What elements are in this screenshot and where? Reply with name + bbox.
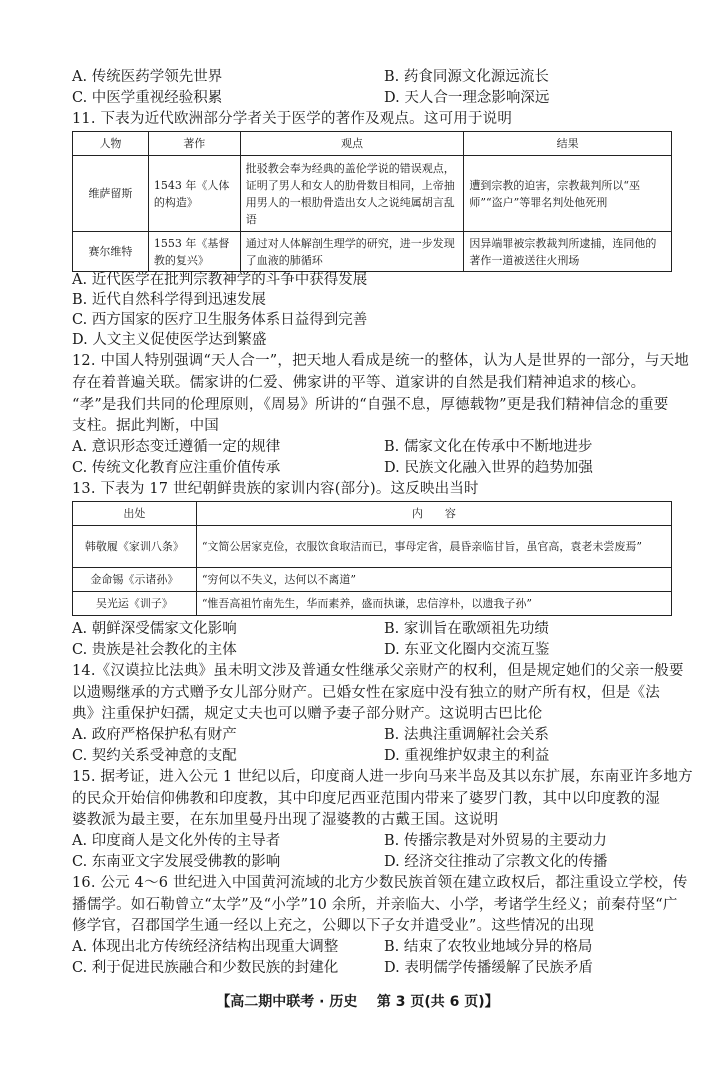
q14-option-d[interactable]: D. 重视维护奴隶主的利益 <box>384 748 550 764</box>
q10-option-d[interactable]: D. 天人合一理念影响深远 <box>384 90 550 106</box>
q13-cell-content: “惟吾高祖竹南先生，华而素养，盛而执谦，忠信淳朴，以遗我子孙” <box>196 592 671 616</box>
q15-line: 的民众开始信仰佛教和印度教，其中印度尼西亚范围内带来了婆罗门教，其中以印度教的湿 <box>72 791 660 807</box>
q13-stem: 13. 下表为 17 世纪朝鲜贵族的家训内容(部分)。这反映出当时 <box>72 481 479 497</box>
q13-cell-content: “穷何以不失义，达何以不离道” <box>196 568 671 592</box>
q13-cell-content: “文简公居家克俭，衣服饮食取洁而已，事母定省，晨昏亲临甘旨，虽官高，袁老未尝废焉” <box>196 526 671 568</box>
q11-header-person: 人物 <box>73 132 149 156</box>
q13-option-b[interactable]: B. 家训旨在歌颂祖先功绩 <box>384 621 549 637</box>
q12-line: 存在着普遍关联。儒家讲的仁爱、佛家讲的平等、道家讲的自然是我们精神追求的核心。 <box>72 375 646 391</box>
q12-option-c[interactable]: C. 传统文化教育应注重价值传承 <box>72 460 281 476</box>
q13-cell-source: 金命锡《示诸孙》 <box>73 568 197 592</box>
q11-cell-view: 通过对人体解剖生理学的研究，进一步发现了血液的肺循环 <box>240 232 464 272</box>
q11-option-a[interactable]: A. 近代医学在批判宗教神学的斗争中获得发展 <box>72 272 368 288</box>
q13-option-c[interactable]: C. 贵族是社会教化的主体 <box>72 642 237 658</box>
q10-option-a[interactable]: A. 传统医药学领先世界 <box>72 69 223 85</box>
q11-option-d[interactable]: D. 人文主义促使医学达到繁盛 <box>72 332 267 348</box>
q10-option-b[interactable]: B. 药食同源文化源远流长 <box>384 69 549 85</box>
q12-option-a[interactable]: A. 意识形态变迁遵循一定的规律 <box>72 439 281 455</box>
q13-option-d[interactable]: D. 东亚文化圈内交流互鉴 <box>384 642 550 658</box>
q13-cell-source: 吴光运《训子》 <box>73 592 197 616</box>
footer-exam-title: 【高二期中联考 · 历史 <box>216 994 358 1010</box>
q15-line: 婆教派为最主要，在东加里曼丹出现了湿婆教的古戴王国。这说明 <box>72 812 499 828</box>
q11-table <box>72 131 672 272</box>
q15-option-d[interactable]: D. 经济交往推动了宗教文化的传播 <box>384 854 608 870</box>
q11-header-result: 结果 <box>464 132 672 156</box>
q13-table <box>72 501 672 616</box>
q12-line: “孝”是我们共同的伦理原则，《周易》所讲的“自强不息，厚德载物”更是我们精神信念的重要 <box>72 397 669 413</box>
q16-option-c[interactable]: C. 利于促进民族融合和少数民族的封建化 <box>72 960 339 976</box>
q13-cell-source: 韩敬履《家训八条》 <box>73 526 197 568</box>
q10-option-c[interactable]: C. 中医学重视经验积累 <box>72 90 223 106</box>
q11-header-view: 观点 <box>240 132 464 156</box>
q13-header-source: 出处 <box>73 502 197 526</box>
q12-line: 12. 中国人特别强调“天人合一”，把天地人看成是统一的整体，认为人是世界的一部分，与天地 <box>72 353 689 369</box>
q14-option-c[interactable]: C. 契约关系受神意的支配 <box>72 748 237 764</box>
page-footer <box>0 991 715 1011</box>
q16-option-a[interactable]: A. 体现出北方传统经济结构出现重大调整 <box>72 939 339 955</box>
q16-line: 修学官，召郡国学生通一经以上充之，公卿以下子女并遣受业”。这些情况的出现 <box>72 918 595 934</box>
footer-page-number: 第 3 页(共 6 页)】 <box>376 994 499 1010</box>
q15-option-a[interactable]: A. 印度商人是文化外传的主导者 <box>72 833 281 849</box>
q14-line: 14.《汉谟拉比法典》虽未明文涉及普通女性继承父亲财产的权利，但是规定她们的父亲一般要 <box>72 663 684 679</box>
q11-cell-work: 1553 年《基督教的复兴》 <box>148 232 240 272</box>
q14-line: 典》注重保护妇孺，规定丈夫也可以赠予妻子部分财产。这说明古巴比伦 <box>72 706 543 722</box>
q11-option-b[interactable]: B. 近代自然科学得到迅速发展 <box>72 292 266 308</box>
q12-line: 支柱。据此判断，中国 <box>72 418 219 434</box>
q15-option-c[interactable]: C. 东南亚文字发展受佛教的影响 <box>72 854 281 870</box>
q16-option-d[interactable]: D. 表明儒学传播缓解了民族矛盾 <box>384 960 593 976</box>
q14-option-b[interactable]: B. 法典注重调解社会关系 <box>384 727 549 743</box>
q11-cell-work: 1543 年《人体的构造》 <box>148 156 240 232</box>
q13-option-a[interactable]: A. 朝鲜深受儒家文化影响 <box>72 621 237 637</box>
q16-line: 16. 公元 4～6 世纪进入中国黄河流域的北方少数民族首领在建立政权后，都注重设立学校，传 <box>72 875 688 891</box>
q11-cell-result: 遭到宗教的迫害，宗教裁判所以“巫师”“盗户”等罪名判处他死刑 <box>464 156 672 232</box>
q12-option-b[interactable]: B. 儒家文化在传承中不断地进步 <box>384 439 593 455</box>
q16-option-b[interactable]: B. 结束了农牧业地域分异的格局 <box>384 939 593 955</box>
q11-cell-person: 赛尔维特 <box>73 232 149 272</box>
q14-line: 以遗赐继承的方式赠予女儿部分财产。已婚女性在家庭中没有独立的财产所有权，但是《法 <box>72 685 660 701</box>
q11-header-work: 著作 <box>148 132 240 156</box>
q15-line: 15. 据考证，进入公元 1 世纪以后，印度商人进一步向马来半岛及其以东扩展，东南亚许多地方 <box>72 769 693 785</box>
q14-option-a[interactable]: A. 政府严格保护私有财产 <box>72 727 237 743</box>
q13-header-content: 内 容 <box>196 502 671 526</box>
q11-option-c[interactable]: C. 西方国家的医疗卫生服务体系日益得到完善 <box>72 312 368 328</box>
q11-cell-view: 批驳教会奉为经典的盖伦学说的错误观点，证明了男人和女人的肋骨数目相同，上帝抽用男人的一根肋骨造出女人之说纯属胡言乱语 <box>240 156 464 232</box>
q11-cell-person: 维萨留斯 <box>73 156 149 232</box>
q11-stem: 11. 下表为近代欧洲部分学者关于医学的著作及观点。这可用于说明 <box>72 111 513 127</box>
q15-option-b[interactable]: B. 传播宗教是对外贸易的主要动力 <box>384 833 607 849</box>
q16-line: 播儒学。如石勒曾立“太学”及“小学”10 余所，并亲临大、小学，考诸学生经义；前秦苻坚“广 <box>72 897 678 913</box>
q12-option-d[interactable]: D. 民族文化融入世界的趋势加强 <box>384 460 593 476</box>
q11-cell-result: 因异端罪被宗教裁判所逮捕，连同他的著作一道被送往火刑场 <box>464 232 672 272</box>
